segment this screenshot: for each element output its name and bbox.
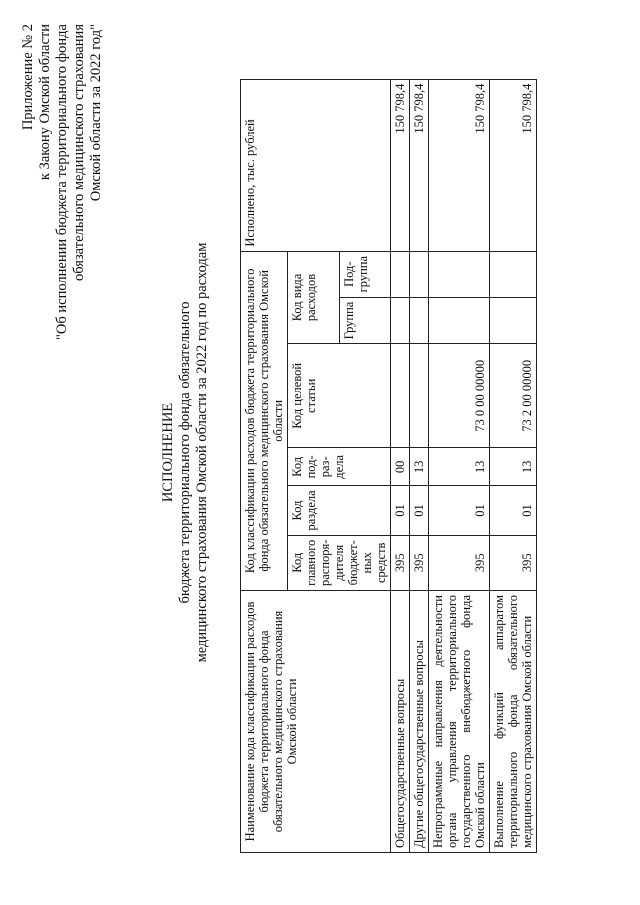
row-target: 73 0 00 00000 [429,344,490,448]
row-podrazdel: 00 [391,448,410,486]
row-amount: 150 798,4 [490,79,537,251]
row-podrazdel: 13 [410,448,429,486]
row-gruppa [410,297,429,344]
table-row [490,79,537,852]
row-name: Выполнение функций аппаратом территориального фонда обязательного медицинского страхования Омской области [490,591,537,853]
appendix-line: к Закону Омской области [37,24,53,181]
header-razdel: Код раздела [288,486,391,535]
row-gl: 395 [410,535,429,590]
row-podrazdel: 13 [490,448,537,486]
row-amount: 150 798,4 [429,79,490,251]
row-target [391,344,410,448]
row-target: 73 2 00 00000 [490,344,537,448]
row-gruppa [429,297,490,344]
title-heading: ИСПОЛНЕНИЕ [160,402,176,503]
header-podrazdel: Код под-раз-дела [288,448,391,486]
header-vid: Код вида расходов [288,251,340,344]
row-podrazdel: 13 [429,448,490,486]
row-amount: 150 798,4 [410,79,429,251]
row-gl: 395 [490,535,537,590]
row-gl: 395 [429,535,490,590]
row-name: Другие общегосударственные вопросы [410,591,429,853]
header-gruppa: Группа [339,297,391,344]
table-row [429,79,490,852]
table-row [410,79,429,852]
row-name: Общегосударственные вопросы [391,591,410,853]
row-name: Непрограммные направления деятельности органа управления территориального государственного внебюджетного фонда Омской области [429,591,490,853]
row-gruppa [391,297,410,344]
expenditure-table [240,79,537,853]
row-gruppa [490,297,537,344]
row-target [410,344,429,448]
header-executed: Исполнено, тыс. рублей [241,79,391,251]
row-amount: 150 798,4 [391,79,410,251]
header-gl: Код главного распоря-дителя бюджет-ных средств [288,535,391,590]
title-line: медицинского страхования Омской области за 2022 год по расходам [194,242,210,663]
row-gl: 395 [391,535,410,590]
row-razdel: 01 [490,486,537,535]
appendix-line: Приложение № 2 [20,24,36,131]
appendix-line: "Об исполнении бюджета территориального фонда [54,24,70,340]
row-podgruppa [490,251,537,297]
title-line: бюджета территориального фонда обязательного [177,301,193,604]
appendix-line: Омской области за 2022 год" [88,24,104,202]
header-target: Код целевой статьи [288,344,391,448]
row-razdel: 01 [410,486,429,535]
row-razdel: 01 [429,486,490,535]
appendix-header [20,24,105,444]
row-podgruppa [391,251,410,297]
appendix-line: обязательного медицинского страхования [71,24,87,281]
row-razdel: 01 [391,486,410,535]
header-name: Наименование кода классификации расходов бюджета территориального фонда обязательного медицинского страхования Омской области [241,591,391,853]
row-podgruppa [410,251,429,297]
table-header-row [241,79,288,852]
header-code-group: Код классификации расходов бюджета территориального фонда обязательного медицинского страхования Омской области [241,251,288,590]
row-podgruppa [429,251,490,297]
header-podgruppa: Под-группа [339,251,391,297]
document-title [160,0,211,905]
table-row [391,79,410,852]
